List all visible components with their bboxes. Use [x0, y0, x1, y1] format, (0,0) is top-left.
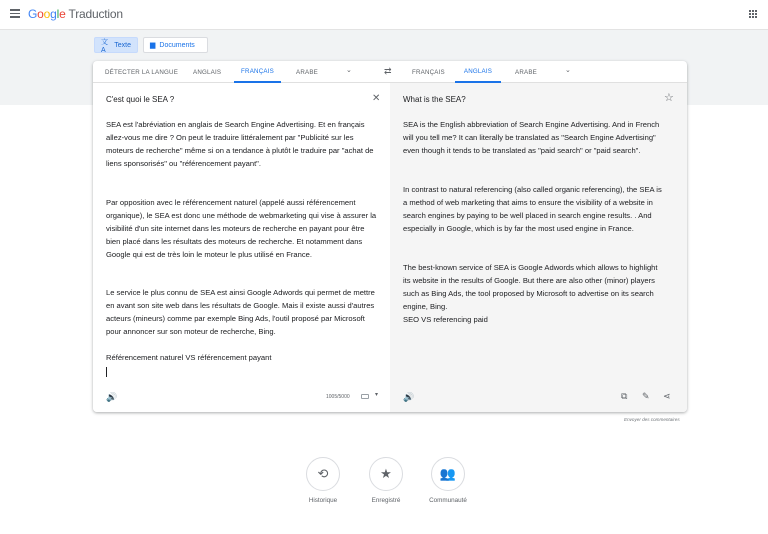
source-paragraph: SEA est l'abréviation en anglais de Search Engine Advertising. Et en français allez-vous me dire ? On peut le traduire littéralement par "Publicité sur les moteurs de recherche" même si on a tendance à plutôt le traduire par "achat de liens sponsorisés" ou "référencement payant". [106, 120, 374, 168]
source-paragraph: Par opposition avec le référencement naturel (appelé aussi référencement organique), le SEA est donc une méthode de webmarketing qui vise à assurer la visibilité d'un site internet dans les moteurs de recherche en payant pour être bien placé dans les résultats des moteurs de recherche. Et notamment dans Google qui est de très loin le moteur le plus utilisé en France. [106, 198, 377, 259]
target-lang-english[interactable]: ANGLAIS [455, 61, 501, 83]
app-logo: Google Traduction [28, 7, 123, 21]
copy-icon[interactable]: ⧉ [621, 391, 628, 401]
document-icon: ▆ [150, 42, 156, 49]
share-icon[interactable]: ⋖ [663, 391, 671, 401]
source-pane[interactable] [93, 83, 390, 412]
source-paragraph: Référencement naturel VS référencement payant [106, 353, 272, 362]
target-lang-arabic[interactable]: ARABE [515, 68, 537, 76]
edit-pencil-icon[interactable]: ✎ [642, 391, 650, 401]
keyboard-chevron-icon[interactable]: ▾ [375, 392, 379, 398]
target-paragraph: SEO VS referencing paid [403, 315, 488, 324]
language-bar [93, 61, 687, 83]
target-title: What is the SEA? [403, 95, 466, 104]
save-star-icon[interactable]: ☆ [664, 92, 674, 104]
source-lang-english[interactable]: ANGLAIS [193, 68, 222, 76]
source-paragraph: Le service le plus connu de SEA est ainsi Google Adwords qui permet de mettre en avant son site web dans les résultats de Google. Mais il existe aussi d'autres acteurs (mineurs) comme par exemple Bing Ads, l'outil proposé par Microsoft pour annoncer sur son moteur de recherche, Bing. [106, 288, 375, 336]
keyboard-icon[interactable] [361, 394, 369, 399]
apps-grid-icon[interactable] [749, 10, 757, 18]
source-more-chevron-icon[interactable]: ⌄ [346, 67, 352, 74]
target-paragraph: In contrast to natural referencing (also called organic referencing), the SEA is a method of web marketing that aims to ensure the visibility of a website in search engines by paying to be well placed in search engine results. . And especially in Google, which is by far the most used engine in France. [403, 185, 662, 233]
text-cursor [106, 367, 107, 377]
character-count: 1005/5000 [326, 394, 350, 400]
target-paragraph: SEA is the English abbreviation of Search Engine Advertising. And in French will you tell me? It can literally be translated as "Search Engine Advertising" even though it tends to be translated as "paid search" or "paid search". [403, 120, 660, 155]
target-paragraph: The best-known service of SEA is Google Adwords which allows to highlight its website in the results of Google. But there are also other (minor) players such as Bing Ads, the tool proposed by Microsoft to advertise on its search engine, Bing. [403, 263, 658, 311]
translation-card [93, 61, 687, 412]
target-more-chevron-icon[interactable]: ⌄ [565, 67, 571, 74]
target-pane [390, 83, 687, 412]
send-feedback-link[interactable]: Envoyer des commentaires [624, 417, 680, 422]
history-button[interactable]: ⟲ Historique [288, 457, 358, 504]
swap-languages-icon[interactable]: ⇄ [384, 66, 392, 76]
saved-button[interactable]: ★ Enregistré [351, 457, 421, 504]
top-bar [0, 0, 768, 28]
community-icon: 👥 [431, 457, 465, 491]
mode-documents-button[interactable]: ▆ Documents [143, 37, 208, 53]
product-name: Traduction [68, 7, 123, 21]
source-lang-french[interactable]: FRANÇAIS [234, 61, 281, 83]
translate-icon: 文A [101, 38, 108, 54]
mode-text-button[interactable]: 文A Texte [94, 37, 138, 53]
target-speaker-icon[interactable]: 🔊 [403, 392, 415, 402]
hamburger-icon[interactable] [10, 9, 20, 18]
clear-text-icon[interactable]: ✕ [372, 93, 381, 104]
source-speaker-icon[interactable]: 🔊 [106, 392, 118, 402]
source-lang-arabic[interactable]: ARABE [296, 68, 318, 76]
source-lang-detect[interactable]: DÉTECTER LA LANGUE [105, 68, 179, 76]
source-title: C'est quoi le SEA ? [106, 95, 175, 104]
target-lang-french[interactable]: FRANÇAIS [412, 68, 445, 76]
community-button[interactable]: 👥 Communauté [413, 457, 483, 504]
star-icon: ★ [369, 457, 403, 491]
history-icon: ⟲ [306, 457, 340, 491]
